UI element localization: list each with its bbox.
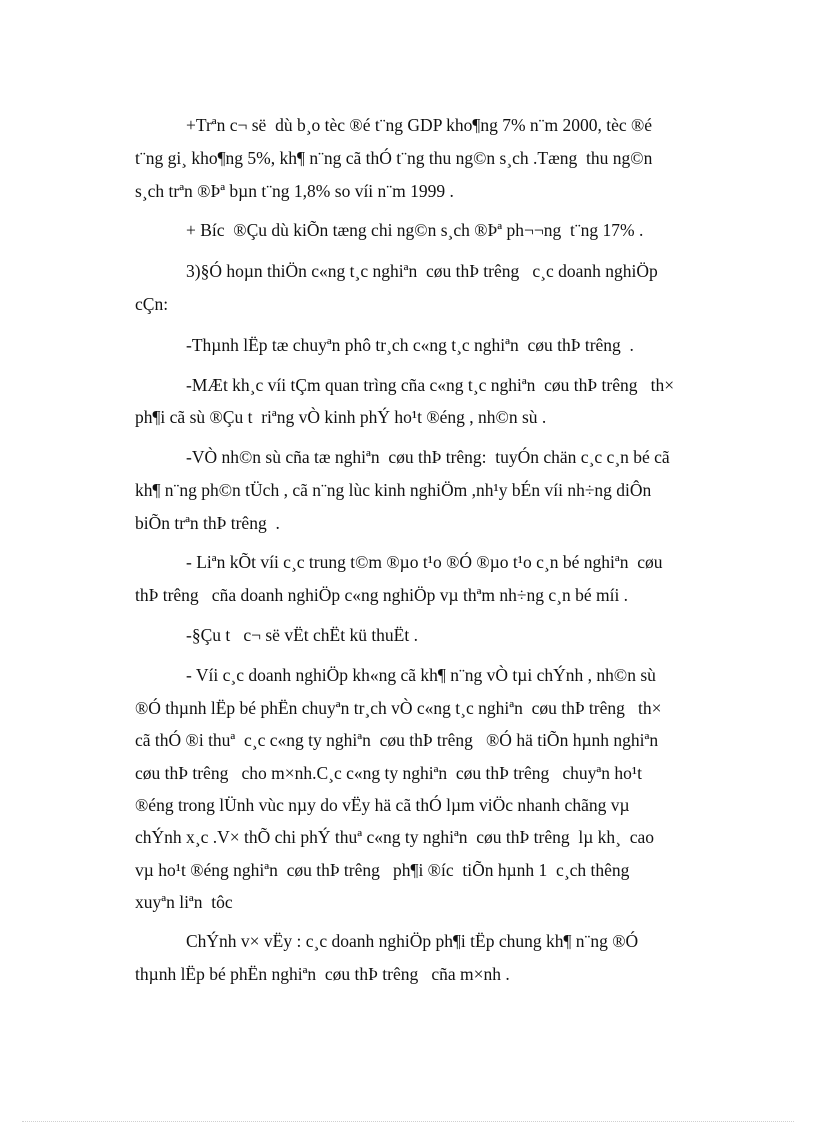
text-line: ®Ó thµnh lËp bé phËn chuyªn tr¸ch vÒ c«ng t¸c nghiªn cøu thÞ trêng th× bbox=[135, 698, 662, 718]
text-line: -VÒ nh©n sù cña tæ nghiªn cøu thÞ trêng: tuyÓn chän c¸c c¸n bé cã bbox=[186, 447, 670, 467]
text-line: ®éng trong lÜnh vùc nµy do vËy hä cã thÓ lµm viÖc nhanh chãng vµ bbox=[135, 795, 630, 815]
text-line: kh¶ n¨ng ph©n tÜch , cã n¨ng lùc kinh nghiÖm ,nh¹y bÉn víi nh÷ng diÔn bbox=[135, 480, 652, 500]
text-line: vµ ho¹t ®éng nghiªn cøu thÞ trêng ph¶i ®íc tiÕn hµnh 1 c¸ch thêng bbox=[135, 860, 630, 880]
text-line: xuyªn liªn tôc bbox=[135, 892, 233, 912]
text-line: -MÆt kh¸c víi tÇm quan trìng cña c«ng t¸c nghiªn cøu thÞ trêng th× bbox=[186, 375, 675, 395]
text-line: biÕn trªn thÞ trêng . bbox=[135, 513, 280, 533]
text-line: +Trªn c¬ së dù b¸o tèc ®é t¨ng GDP kho¶ng 7% n¨m 2000, tèc ®é bbox=[186, 115, 653, 135]
text-line: ChÝnh v× vËy : c¸c doanh nghiÖp ph¶i tËp chung kh¶ n¨ng ®Ó bbox=[186, 931, 639, 951]
text-line: cÇn: bbox=[135, 294, 169, 314]
text-line: -§Çu t c¬ së vËt chËt kü thuËt . bbox=[186, 625, 418, 645]
page-bottom-rule bbox=[22, 1121, 794, 1122]
text-line: - Víi c¸c doanh nghiÖp kh«ng cã kh¶ n¨ng vÒ tµi chÝnh , nh©n sù bbox=[186, 665, 656, 685]
text-line: - Liªn kÕt víi c¸c trung t©m ®µo t¹o ®Ó ®µo t¹o c¸n bé nghiªn cøu bbox=[186, 552, 663, 572]
text-line: s¸ch trªn ®Þª bµn t¨ng 1,8% so víi n¨m 1999 . bbox=[135, 181, 454, 201]
text-line: 3)§Ó hoµn thiÖn c«ng t¸c nghiªn cøu thÞ trêng c¸c doanh nghiÖp bbox=[186, 261, 658, 281]
text-line: thµnh lËp bé phËn nghiªn cøu thÞ trêng cña m×nh . bbox=[135, 964, 510, 984]
text-line: t¨ng gi¸ kho¶ng 5%, kh¶ n¨ng cã thÓ t¨ng thu ng©n s¸ch .Tæng thu ng©n bbox=[135, 148, 653, 168]
text-line: + Bíc ®Çu dù kiÕn tæng chi ng©n s¸ch ®Þª ph¬¬ng t¨ng 17% . bbox=[186, 220, 644, 240]
text-line: thÞ trêng cña doanh nghiÖp c«ng nghiÖp vµ thªm nh÷ng c¸n bé míi . bbox=[135, 585, 629, 605]
text-line: ph¶i cã sù ®Çu t riªng vÒ kinh phÝ ho¹t ®éng , nh©n sù . bbox=[135, 407, 547, 427]
text-line: -Thµnh lËp tæ chuyªn phô tr¸ch c«ng t¸c nghiªn cøu thÞ trêng . bbox=[186, 335, 634, 355]
text-line: cã thÓ ®i thuª c¸c c«ng ty nghiªn cøu thÞ trêng ®Ó hä tiÕn hµnh nghiªn bbox=[135, 730, 659, 750]
text-line: chÝnh x¸c .V× thÕ chi phÝ thuª c«ng ty nghiªn cøu thÞ trêng lµ kh¸ cao bbox=[135, 827, 655, 847]
text-line: cøu thÞ trêng cho m×nh.C¸c c«ng ty nghiªn cøu thÞ trêng chuyªn ho¹t bbox=[135, 763, 642, 783]
